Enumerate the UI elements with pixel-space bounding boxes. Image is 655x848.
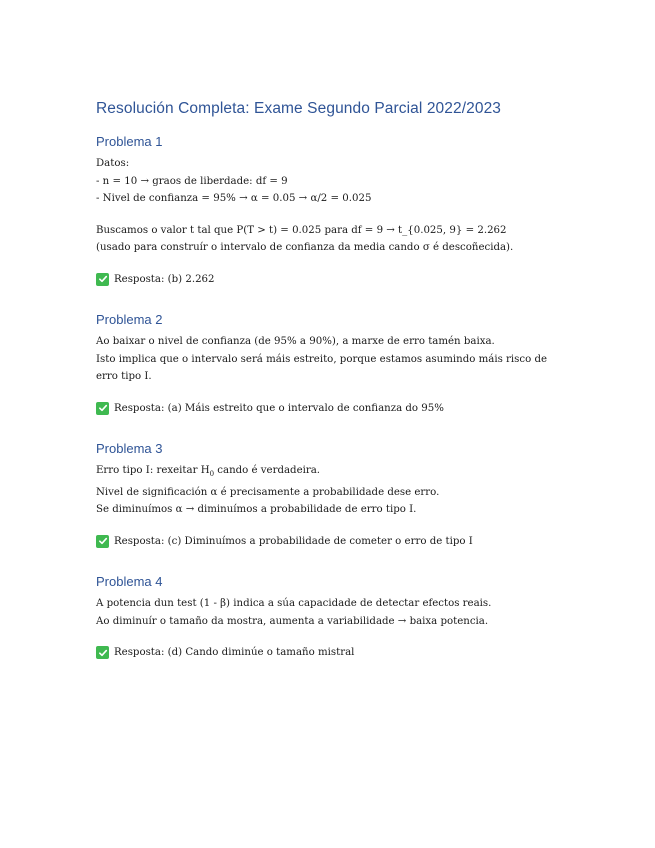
problem-heading: Problema 1 [96,134,163,149]
spacer [96,386,566,400]
answer-text: Resposta: (c) Diminuímos a probabilidade de cometer o erro de tipo I [114,535,473,547]
body-text: Ao diminuír o tamaño da mostra, aumenta a variabilidade → baixa potencia. [96,615,489,627]
problem-heading: Problema 4 [96,574,163,590]
problem-4 [96,574,566,662]
problem-1 [96,134,566,288]
problem-2 [96,312,566,417]
check-mark-icon [96,535,109,548]
body-text: - n = 10 → graos de liberdade: df = 9 [96,175,288,187]
hypothesis-subscript: 0 [209,470,215,479]
document-page [96,100,566,662]
problem-heading: Problema 2 [96,312,163,327]
body-text: - Nivel de confianza = 95% → α = 0.05 → α/2 = 0.025 [96,193,372,204]
document-title: Resolución Completa: Exame Segundo Parcial 2022/2023 [96,100,502,117]
answer-line [96,271,566,289]
body-text: Isto implica que o intervalo será máis estreito, porque estamos asumindo máis risco de erro tipo I. [96,353,548,382]
check-mark-icon [96,402,109,415]
hypothesis-prefix: Erro tipo I: rexeitar H [96,465,210,476]
spacer [96,257,566,271]
body-text: A potencia dun test (1 - β) indica a súa capacidade de detectar efectos reais. [96,598,492,610]
body-text: (usado para construír o intervalo de confianza da media cando σ é descoñecida). [96,242,514,253]
check-mark-icon [96,646,109,659]
problem-3 [96,441,566,550]
body-text: Buscamos o valor t tal que P(T > t) = 0.025 para df = 9 → t_{0.025, 9} = 2.262 [96,224,507,236]
answer-text: Resposta: (b) 2.262 [114,273,215,285]
answer-text: Resposta: (a) Máis estreito que o intervalo de confianza do 95% [114,402,444,414]
body-text: Se diminuímos α → diminuímos a probabilidade de erro tipo I. [96,504,417,516]
hypothesis-suffix: cando é verdadeira. [214,465,321,476]
problem-heading: Problema 3 [96,441,163,456]
answer-line [96,400,566,418]
spacer [96,519,566,533]
spacer [96,208,566,222]
check-mark-icon [96,273,109,286]
answer-text: Resposta: (d) Cando diminúe o tamaño mistral [114,647,355,659]
body-text: Nivel de significación α é precisamente a probabilidade dese erro. [96,486,440,498]
spacer [96,630,566,644]
body-text: Datos: [96,158,130,169]
answer-line [96,644,566,662]
body-text: Ao baixar o nivel de confianza (de 95% a 90%), a marxe de erro tamén baixa. [96,336,495,347]
body-text [96,462,566,484]
answer-line [96,533,566,551]
